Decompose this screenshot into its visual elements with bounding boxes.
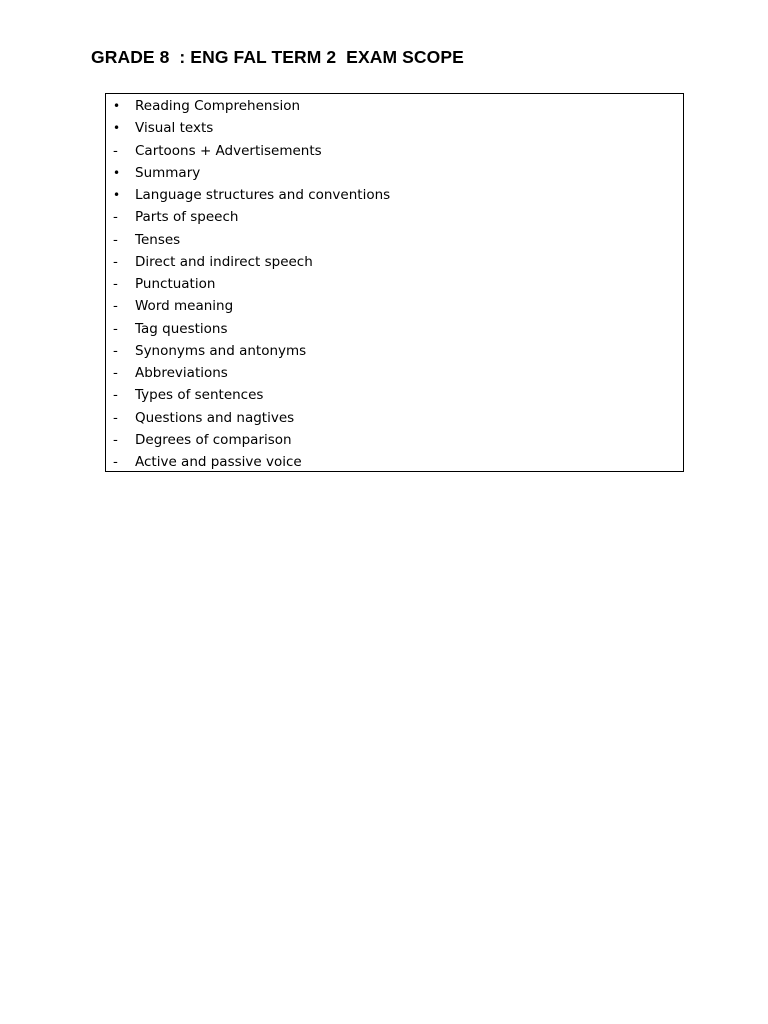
scope-item-visual-texts (106, 117, 683, 139)
exam-scope-list (106, 95, 683, 473)
scope-item-language-structures (106, 184, 683, 206)
dash-icon: - (113, 387, 118, 404)
scope-item-text: Punctuation (135, 276, 216, 292)
dash-icon: - (113, 231, 118, 248)
scope-item-text: Cartoons + Advertisements (135, 142, 322, 159)
scope-item-text: Reading Comprehension (135, 98, 301, 114)
bullet-icon: • (113, 99, 121, 113)
scope-item-reading-comprehension (106, 95, 683, 117)
scope-item-text: Tenses (135, 231, 181, 248)
scope-item-text: Summary (135, 164, 201, 181)
dash-icon: - (113, 142, 118, 159)
dash-icon: - (113, 276, 118, 292)
dash-icon: - (113, 320, 118, 337)
scope-item-text: Direct and indirect speech (135, 253, 313, 270)
scope-item-text: Parts of speech (135, 209, 239, 226)
dash-icon: - (113, 409, 118, 426)
scope-item-synonyms-antonyms (106, 340, 683, 362)
dash-icon: - (113, 454, 118, 470)
scope-item-summary (106, 162, 683, 184)
scope-item-text: Language structures and conventions (135, 187, 391, 203)
scope-item-text: Abbreviations (135, 365, 228, 381)
scope-item-tag-questions (106, 318, 683, 340)
scope-item-abbreviations (106, 362, 683, 384)
bullet-icon: • (113, 188, 121, 202)
scope-item-text: Types of sentences (135, 387, 264, 404)
dash-icon: - (113, 253, 118, 270)
scope-item-active-passive-voice (106, 451, 683, 473)
scope-item-text: Degrees of comparison (135, 431, 292, 448)
scope-item-questions-negatives (106, 407, 683, 429)
scope-item-text: Questions and nagtives (135, 409, 295, 426)
dash-icon: - (113, 365, 118, 381)
scope-item-parts-of-speech (106, 206, 683, 228)
scope-item-word-meaning (106, 295, 683, 317)
scope-item-cartoons-advertisements (106, 140, 683, 162)
dash-icon: - (113, 431, 118, 448)
scope-item-text: Visual texts (135, 120, 214, 137)
scope-item-punctuation (106, 273, 683, 295)
document-title: GRADE 8 : ENG FAL TERM 2 EXAM SCOPE (91, 47, 464, 67)
scope-item-text: Active and passive voice (135, 454, 302, 470)
scope-item-direct-indirect-speech (106, 251, 683, 273)
scope-item-text: Synonyms and antonyms (135, 342, 307, 359)
scope-item-text: Word meaning (135, 298, 234, 315)
bullet-icon: • (113, 121, 121, 136)
dash-icon: - (113, 209, 118, 226)
bullet-icon: • (113, 165, 121, 180)
dash-icon: - (113, 342, 118, 359)
scope-item-degrees-of-comparison (106, 429, 683, 451)
exam-scope-box (105, 93, 684, 472)
scope-item-types-of-sentences (106, 384, 683, 406)
scope-item-tenses (106, 229, 683, 251)
scope-item-text: Tag questions (135, 320, 228, 337)
dash-icon: - (113, 298, 118, 315)
